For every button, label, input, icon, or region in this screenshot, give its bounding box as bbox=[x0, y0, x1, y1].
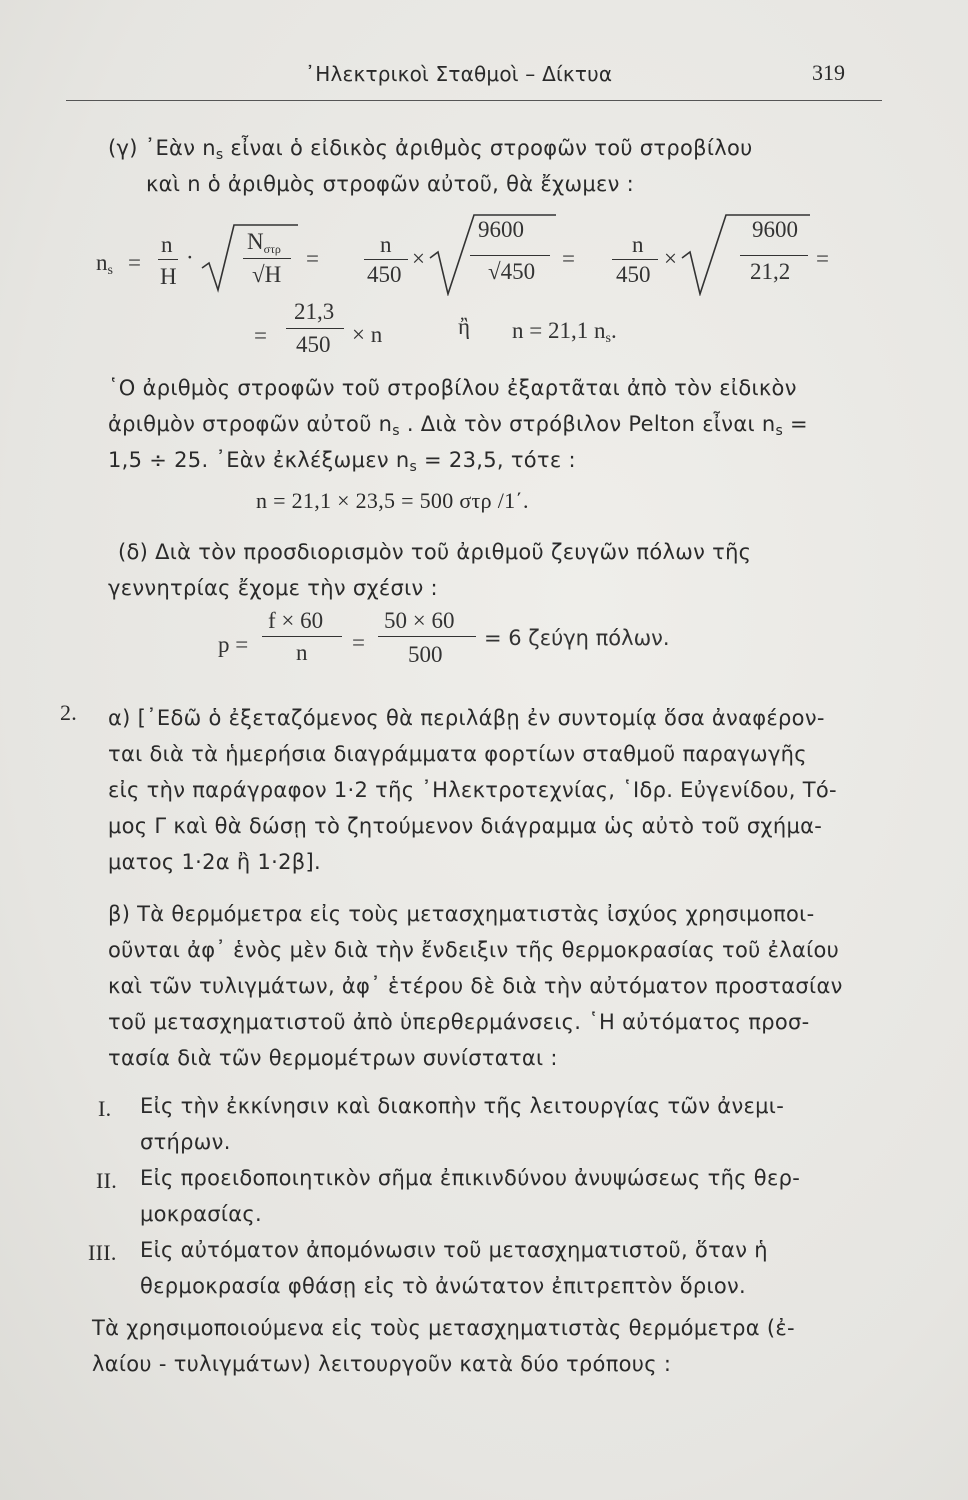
item-2b-line-4: τοῦ μετασχηματιστοῦ ἀπὸ ὑπερθερμάνσεις. ῾Η αὐτόματος προσ- bbox=[108, 1010, 810, 1034]
running-header: ᾿Ηλεκτρικοὶ Σταθμοὶ – Δίκτυα bbox=[305, 62, 613, 86]
section-d-line-2: γεννητρίας ἔχομε τὴν σχέσιν : bbox=[108, 576, 438, 600]
formula-n-result: = 21,3 450 × n ἢ n = 21,1 $n_s$. bbox=[254, 299, 617, 357]
paragraph-line-1: ῾Ο ἀριθμὸς στροφῶν τοῦ στροβίλου ἐξαρτᾶται ἀπὸ τὸν εἰδικὸν bbox=[108, 376, 797, 400]
item-2a-line-5: ματος 1·2α ἢ 1·2β]. bbox=[108, 850, 321, 874]
item-2b-line-2: οῦνται ἀφ᾿ ἑνὸς μὲν διὰ τὴν ἔνδειξιν τῆς θερμοκρασίας τοῦ ἐλαίου bbox=[108, 938, 840, 962]
paragraph-line-3: 1,5 ÷ 25. ᾿Εὰν ἐκλέξωμεν $n_s = 23,5$, τότε : bbox=[108, 448, 576, 475]
list-number-1: I. bbox=[98, 1096, 112, 1121]
paragraph-line-2: ἀριθμὸν στροφῶν αὐτοῦ $n_s$ . Διὰ τὸν στρόβιλον Pelton εἶναι $n_s$ = bbox=[108, 412, 808, 439]
item-2a-line-2: ται διὰ τὰ ἡμερήσια διαγράμματα φορτίων σταθμοῦ παραγωγῆς bbox=[108, 742, 807, 766]
formula-specific-speed: $n_s$ = n H · $N_{\sigma\tau\rho}$ √H = n 450 × 9600 √450 = n 450 × 9600 21,2 = bbox=[0, 0, 968, 330]
formula-pole-pairs: p = f × 60 n = 50 × 60 500 = 6 ζεύγη πόλων. bbox=[218, 608, 670, 667]
section-g-line-2: καὶ n ὁ ἀριθμὸς στροφῶν αὐτοῦ, θὰ ἔχωμεν : bbox=[146, 172, 635, 196]
list-item-2-line-2: μοκρασίας. bbox=[140, 1202, 263, 1226]
item-2b-line-1: β) Τὰ θερμόμετρα εἰς τοὺς μετασχηματιστὰς ἰσχύος χρησιμοποι- bbox=[108, 902, 815, 926]
list-item-1-line-2: στήρων. bbox=[140, 1130, 231, 1154]
item-2-number: 2. bbox=[60, 700, 78, 725]
section-g-line-1: (γ) ᾿Εὰν $n_s$ εἶναι ὁ εἰδικὸς ἀριθμὸς στροφῶν τοῦ στροβίλου bbox=[108, 136, 753, 163]
item-2b-line-3: καὶ τῶν τυλιγμάτων, ἀφ᾿ ἑτέρου δὲ διὰ τὴν αὐτόματον προστασίαν bbox=[108, 974, 843, 998]
list-item-3-line-1: Εἰς αὐτόματον ἀπομόνωσιν τοῦ μετασχηματιστοῦ, ὅταν ἡ bbox=[140, 1238, 768, 1262]
formula-n-value: n = 21,1 × 23,5 = 500 στρ /1΄. bbox=[256, 488, 529, 513]
list-item-3-line-2: θερμοκρασία φθάσῃ εἰς τὸ ἀνώτατον ἐπιτρεπτὸν ὅριον. bbox=[140, 1274, 747, 1298]
closing-line-2: λαίου - τυλιγμάτων) λειτουργοῦν κατὰ δύο τρόπους : bbox=[92, 1352, 672, 1376]
item-2a-line-1: α) [᾿Εδῶ ὁ ἐξεταζόμενος θὰ περιλάβῃ ἐν συντομίᾳ ὅσα ἀναφέρον- bbox=[108, 706, 825, 730]
page-number: 319 bbox=[812, 60, 845, 85]
list-item-1-line-1: Εἰς τὴν ἐκκίνησιν καὶ διακοπὴν τῆς λειτουργίας τῶν ἀνεμι- bbox=[140, 1094, 785, 1118]
item-2a-line-4: μος Γ καὶ θὰ δώσῃ τὸ ζητούμενον διάγραμμα ὡς αὐτὸ τοῦ σχήμα- bbox=[108, 814, 823, 838]
item-2a-line-3: εἰς τὴν παράγραφον 1·2 τῆς ᾿Ηλεκτροτεχνίας, ῾Ιδρ. Εὐγενίδου, Τό- bbox=[108, 778, 837, 802]
list-item-2-line-1: Εἰς προειδοποιητικὸν σῆμα ἐπικινδύνου ἀνυψώσεως τῆς θερ- bbox=[140, 1166, 801, 1190]
list-number-2: II. bbox=[96, 1168, 118, 1193]
list-number-3: III. bbox=[88, 1240, 117, 1265]
closing-line-1: Τὰ χρησιμοποιούμενα εἰς τοὺς μετασχηματιστὰς θερμόμετρα (ἐ- bbox=[92, 1316, 795, 1340]
item-2b-line-5: τασία διὰ τῶν θερμομέτρων συνίσταται : bbox=[108, 1046, 558, 1070]
section-d-line-1: (δ) Διὰ τὸν προσδιορισμὸν τοῦ ἀριθμοῦ ζευγῶν πόλων τῆς bbox=[118, 540, 752, 564]
